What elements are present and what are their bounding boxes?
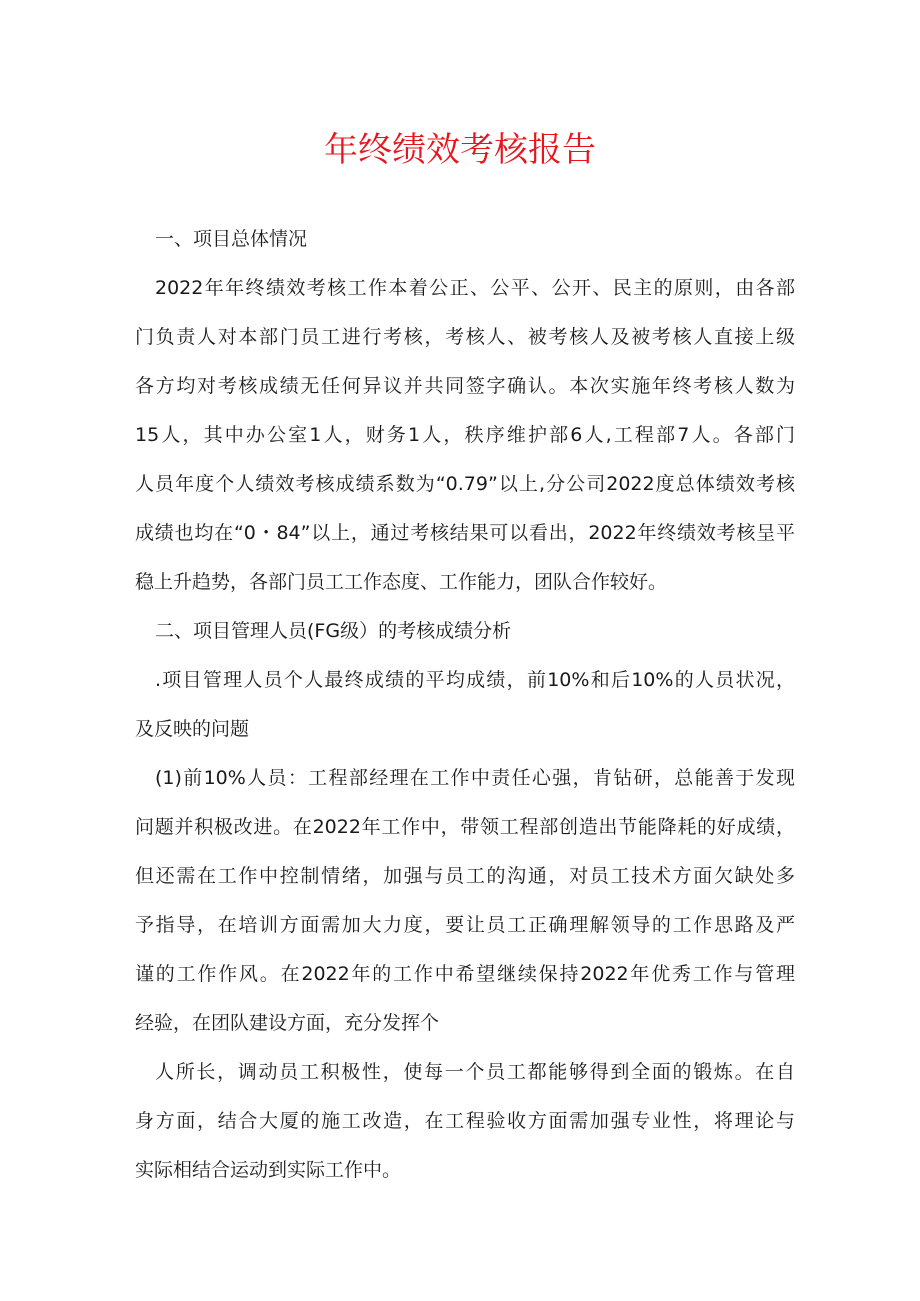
paragraph-line: 问题并积极改进。在2022年工作中，带领工程部创造出节能降耗的好成绩， [135,816,795,838]
document-title: 年终绩效考核报告 [324,130,596,170]
paragraph-line: (1)前10%人员：工程部经理在工作中责任心强，肯钻研，总能善于发现 [155,767,795,789]
paragraph-line: 各方均对考核成绩无任何异议并共同签字确认。本次实施年终考核人数为 [135,375,795,397]
section-heading-overview: 一、项目总体情况 [155,228,308,250]
paragraph-line: 成绩也均在“0・84”以上，通过考核结果可以看出，2022年终绩效考核呈平 [135,522,795,544]
section-heading-analysis: 二、项目管理人员(FG级）的考核成绩分析 [155,620,512,642]
paragraph-line: 门负责人对本部门员工进行考核，考核人、被考核人及被考核人直接上级 [135,326,795,348]
paragraph-line: 15人，其中办公室1人，财务1人，秩序维护部6人,工程部7人。各部门 [135,424,795,446]
paragraph-line: 及反映的问题 [135,718,250,740]
paragraph-line: 经验，在团队建设方面，充分发挥个 [135,1012,440,1034]
paragraph-line: 人员年度个人绩效考核成绩系数为“0.79”以上,分公司2022度总体绩效考核 [135,473,795,495]
paragraph-line: 身方面，结合大厦的施工改造，在工程验收方面需加强专业性，将理论与 [135,1110,795,1132]
paragraph-line: 2022年年终绩效考核工作本着公正、公平、公开、民主的原则，由各部 [155,277,795,299]
paragraph-line: 人所长，调动员工积极性，使每一个员工都能够得到全面的锻炼。在自 [155,1061,795,1083]
paragraph-line: 但还需在工作中控制情绪，加强与员工的沟通，对员工技术方面欠缺处多 [135,865,795,887]
paragraph-line: 予指导，在培训方面需加大力度，要让员工正确理解领导的工作思路及严 [135,914,795,936]
paragraph-line: .项目管理人员个人最终成绩的平均成绩，前10%和后10%的人员状况， [155,669,795,691]
paragraph-line: 谨的工作作风。在2022年的工作中希望继续保持2022年优秀工作与管理 [135,963,795,985]
paragraph-line: 实际相结合运动到实际工作中。 [135,1159,402,1181]
document-body [135,220,795,1189]
paragraph-line: 稳上升趋势，各部门员工工作态度、工作能力，团队合作较好。 [135,571,668,593]
